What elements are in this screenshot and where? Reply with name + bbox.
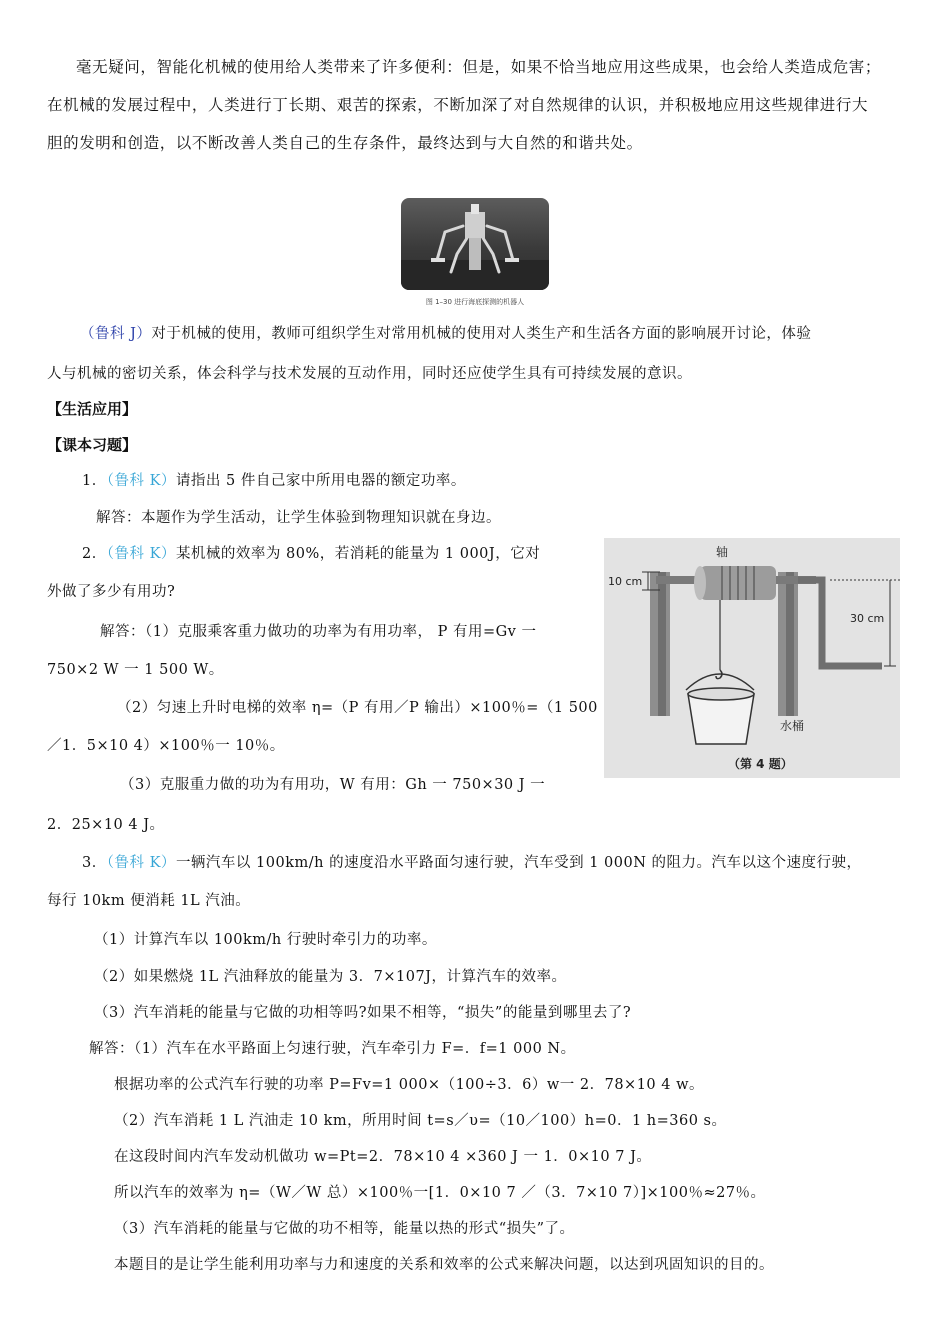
- lukej-line-2: 人与机械的密切关系，体会科学与技术发展的互动作用，同时还应使学生具有可持续发展的意识。: [47, 366, 692, 382]
- q3-line-1: [82, 851, 862, 872]
- q3-number: 3．: [82, 855, 107, 871]
- figure-caption: （第 4 题）: [728, 757, 793, 771]
- q3-answer-1: 解答：（1）汽车在水平路面上匀速行驶，汽车牵引力 F=．f=1 000 N。: [89, 1041, 576, 1057]
- winch-figure: [604, 538, 900, 778]
- intro-line-1: 毫无疑问，智能化机械的使用给人类带来了许多便利：但是，如果不恰当地应用这些成果，也会给人类造成危害；: [76, 58, 882, 76]
- q3-sub-1: （1）计算汽车以 100km/h 行驶时牵引力的功率。: [94, 932, 437, 948]
- q1-text: 请指出 5 件自己家中所用电器的额定功率。: [175, 473, 466, 489]
- q3-answer-2: 根据功率的公式汽车行驶的功率 P=Fv=1 000×（100÷3．6）w一 2．78×10 4 w。: [114, 1077, 705, 1093]
- q3-answer-7: 本题目的是让学生能利用功率与力和速度的关系和效率的公式来解决问题，以达到巩固知识的目的。: [114, 1257, 774, 1273]
- lukej-line-1: [80, 322, 811, 343]
- heading-life-application: 【生活应用】: [47, 400, 138, 418]
- axle-label: 轴: [716, 545, 729, 559]
- q2-answer-2b: ／1．5×10 4）×100％一 10％。: [47, 738, 285, 754]
- q1-number: 1．: [82, 473, 107, 489]
- q3-answer-6: （3）汽车消耗的能量与它做的功不相等，能量以热的形式“损失”了。: [114, 1221, 575, 1237]
- bucket-label: 水桶: [780, 719, 805, 733]
- q3-line-2: 每行 10km 便消耗 1L 汽油。: [47, 893, 251, 909]
- q3-sub-3: （3）汽车消耗的能量与它做的功相等吗?如果不相等，“损失”的能量到哪里去了?: [94, 1005, 632, 1021]
- q1-answer: 解答：本题作为学生活动，让学生体验到物理知识就在身边。: [96, 510, 501, 526]
- q2-answer-1a: 解答：（1）克服乘客重力做功的功率为有用功率， P 有用=Gv 一: [100, 624, 537, 640]
- q1-tag: （鲁科 K）: [106, 473, 176, 489]
- intro-line-3: 胆的发明和创造，以不断改善人类自己的生存条件，最终达到与大自然的和谐共处。: [47, 134, 643, 152]
- lukej-text-1: 对于机械的使用，教师可组织学生对常用机械的使用对人类生产和生活各方面的影响展开讨论，体验: [151, 326, 812, 342]
- q2-tag: （鲁科 K）: [106, 546, 176, 562]
- dim-10cm-label: 10 cm: [608, 575, 643, 588]
- q3-text-1: 一辆汽车以 100km/h 的速度沿水平路面匀速行驶，汽车受到 1 000N 的阻力。汽车以这个速度行驶，: [175, 855, 862, 871]
- q2-answer-1b: 750×2 W 一 1 500 W。: [47, 662, 224, 678]
- q2-text-1: 某机械的效率为 80%，若消耗的能量为 1 000J，它对: [175, 546, 541, 562]
- q2-answer-2a: （2）匀速上升时电梯的效率 η=（P 有用／P 输出）×100％=（1 500: [117, 700, 598, 716]
- q1-line: [82, 469, 466, 490]
- q2-number: 2．: [82, 546, 107, 562]
- heading-textbook-exercises: 【课本习题】: [47, 436, 138, 454]
- robot-photo: [401, 198, 549, 290]
- q2-answer-3a: （3）克服重力做的功为有用功，W 有用：Gh 一 750×30 J 一: [120, 777, 546, 793]
- q3-answer-3: （2）汽车消耗 1 L 汽油走 10 km，所用时间 t=s／υ=（10／100）h=0．1 h=360 s。: [114, 1113, 727, 1129]
- q3-sub-2: （2）如果燃烧 1L 汽油释放的能量为 3．7×107J，计算汽车的效率。: [94, 969, 567, 985]
- q3-answer-4: 在这段时间内汽车发动机做功 w=Pt=2．78×10 4 ×360 J 一 1．0×10 7 J。: [114, 1149, 652, 1165]
- underwater-robot-icon: [401, 198, 549, 290]
- winch-bucket-diagram: [604, 538, 900, 778]
- q2-line-2: 外做了多少有用功?: [47, 584, 176, 600]
- q3-answer-5: 所以汽车的效率为 η=（W／W 总）×100％一[1．0×10 7 ／（3．7×10 7）]×100％≈27％。: [114, 1185, 766, 1201]
- q2-line-1: [82, 542, 540, 563]
- q2-answer-3b: 2．25×10 4 J。: [47, 817, 165, 833]
- q3-tag: （鲁科 K）: [106, 855, 176, 871]
- intro-line-2: 在机械的发展过程中，人类进行丁长期、艰苦的探索，不断加深了对自然规律的认识，并积极地应用这些规律进行大: [47, 96, 869, 114]
- lukej-tag: （鲁科 J）: [80, 326, 152, 342]
- dim-30cm-label: 30 cm: [850, 612, 885, 625]
- photo-caption: 图 1–30 进行海底探测的机器人: [425, 298, 525, 306]
